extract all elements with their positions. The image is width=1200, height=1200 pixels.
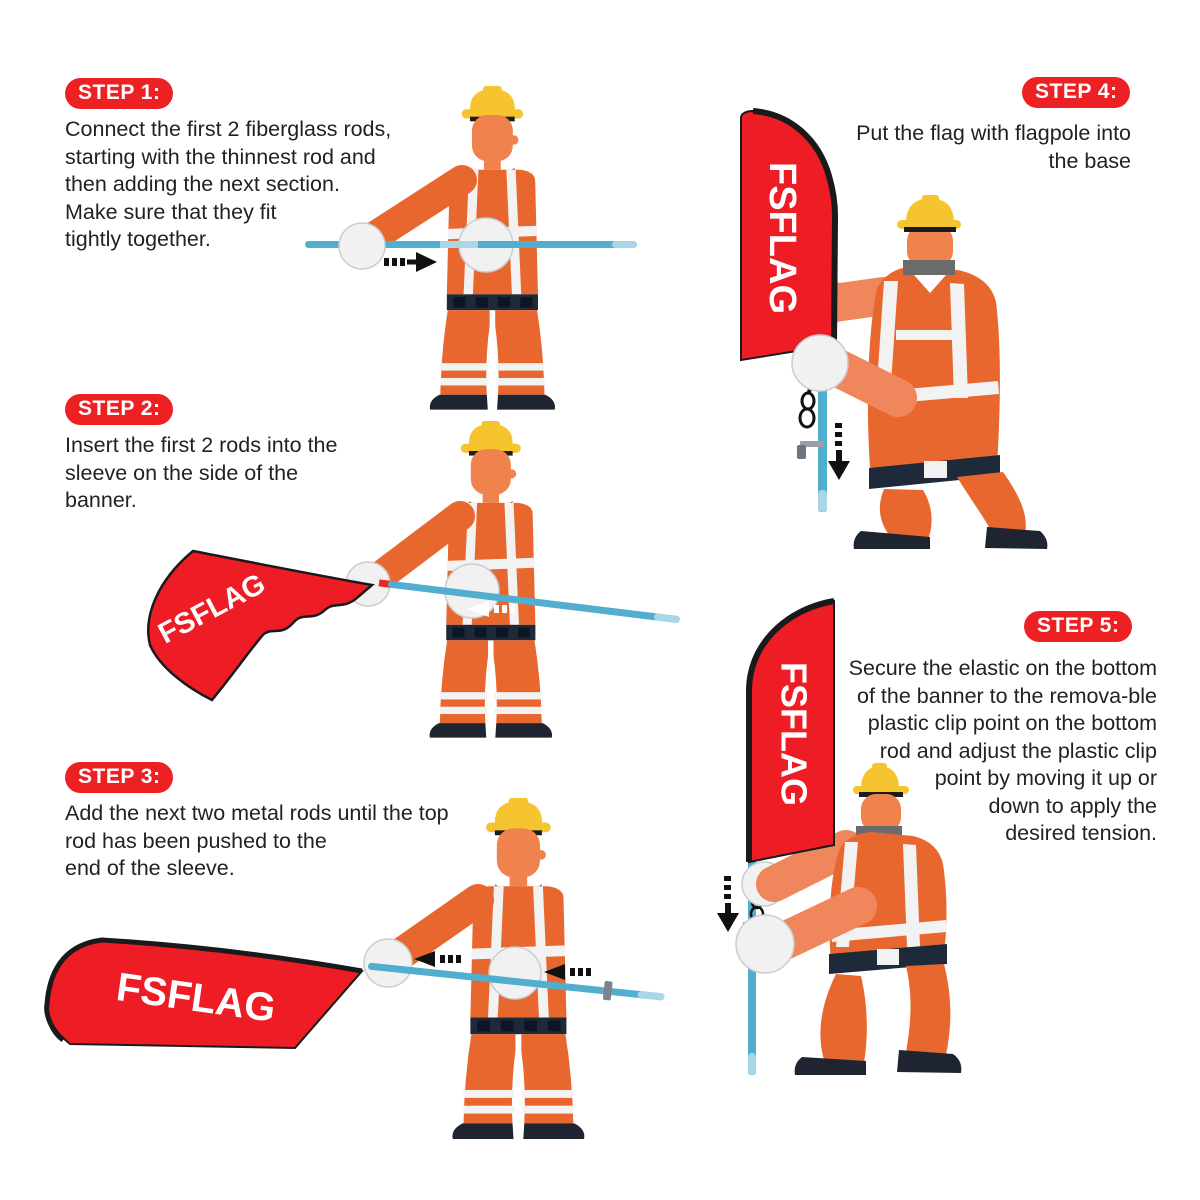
worker-arm xyxy=(398,900,478,956)
dashed-arrow-right-icon xyxy=(384,252,437,272)
step1-illustration xyxy=(290,82,660,422)
step5-badge: STEP 5: xyxy=(1024,611,1132,642)
step3-illustration xyxy=(30,790,770,1190)
step2-badge: STEP 2: xyxy=(65,394,173,425)
fsflag-banner-crumpled xyxy=(148,551,372,700)
step1-text-line: then adding the next section. xyxy=(65,172,340,196)
fsflag-feather-flag xyxy=(749,601,834,862)
flag-label: FSFLAG xyxy=(153,567,271,651)
step5-text-line: rod and adjust the plastic clip xyxy=(879,738,1157,763)
fsflag-feather-flag xyxy=(741,111,835,360)
step5-text-line: of the banner to the remova-ble xyxy=(857,683,1157,708)
step3-text-line: Add the next two metal rods until the top xyxy=(65,801,449,825)
step4-illustration xyxy=(700,100,1080,555)
flag-label: FSFLAG xyxy=(761,162,803,314)
dashed-arrow-down-icon xyxy=(717,876,739,932)
step3-text-line: rod has been pushed to the xyxy=(65,828,327,853)
fsflag-banner xyxy=(47,940,362,1048)
step5-text-line: Secure the elastic on the bottom xyxy=(848,656,1157,680)
step1-text-line: tightly together. xyxy=(65,227,211,251)
step3-text-line: end of the sleeve. xyxy=(65,856,235,880)
hand-circle xyxy=(736,915,794,973)
hand-circle xyxy=(339,223,385,269)
step4-text-line: the base xyxy=(1048,148,1131,173)
step5-text-line: point by moving it up or xyxy=(934,766,1157,790)
step5-illustration xyxy=(690,598,1030,1163)
step2-text-line: banner. xyxy=(65,488,137,512)
step1-text-line: starting with the thinnest rod and xyxy=(65,144,376,169)
flag-label: FSFLAG xyxy=(113,965,279,1031)
hand-circle xyxy=(792,335,848,391)
step1-text-line: Make sure that they fit xyxy=(65,199,277,224)
step3-badge: STEP 3: xyxy=(65,762,173,793)
step1-text-line: Connect the first 2 fiberglass rods, xyxy=(65,117,392,141)
flag-label: FSFLAG xyxy=(773,662,815,806)
step2-text-line: sleeve on the side of the xyxy=(65,460,299,485)
step1-badge: STEP 1: xyxy=(65,78,173,109)
step4-badge: STEP 4: xyxy=(1022,77,1130,108)
step5-text-line: desired tension. xyxy=(1005,821,1157,845)
hand-circle xyxy=(489,947,541,999)
pole-clip xyxy=(603,981,613,1001)
step2-illustration xyxy=(130,400,690,750)
step2-text-line: Insert the first 2 rods into the xyxy=(65,433,338,457)
step5-text-line: plastic clip point on the bottom xyxy=(867,711,1157,735)
dashed-arrow-down-icon xyxy=(828,423,850,480)
step4-text-line: Put the flag with flagpole into xyxy=(856,121,1131,145)
step5-text-line: down to apply the xyxy=(988,793,1157,818)
